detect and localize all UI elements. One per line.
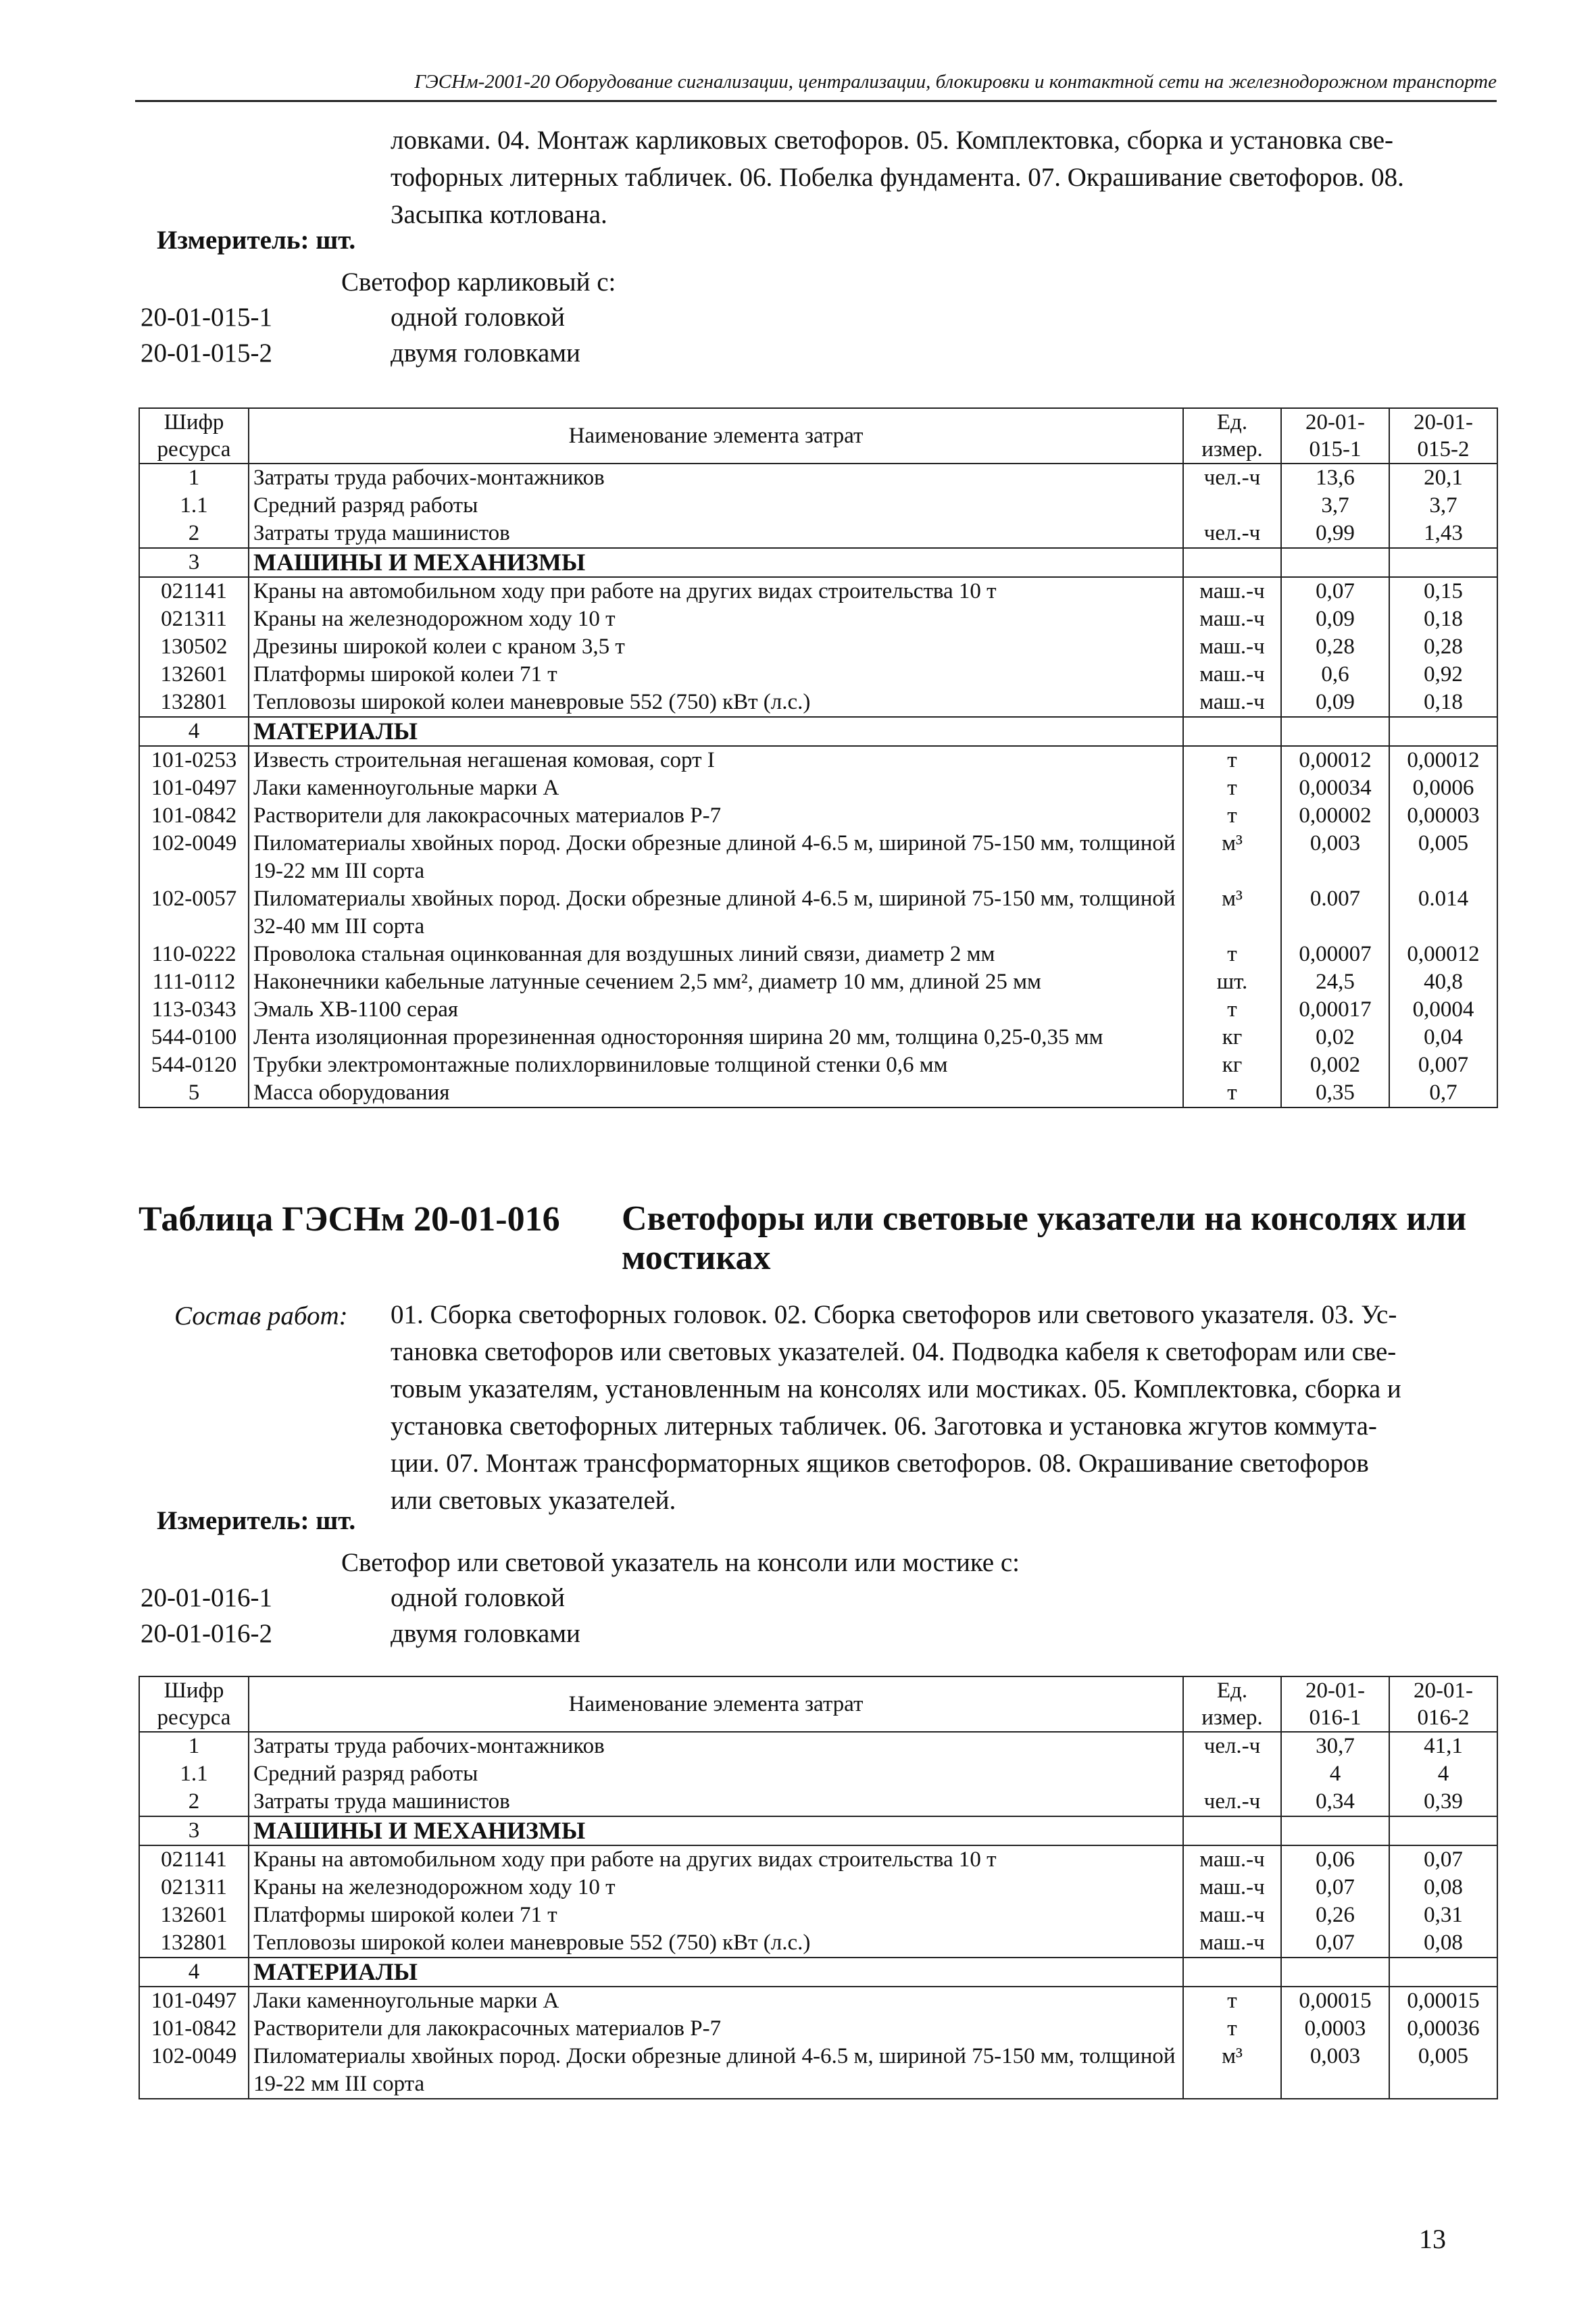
resource-table-1 — [139, 407, 1498, 1108]
measure-label: Измеритель: — [157, 1506, 309, 1535]
resource-code: 2 — [139, 520, 249, 548]
resource-code: 111-0112 — [139, 968, 249, 996]
variant-code: 20-01-016-1 — [141, 1583, 272, 1612]
table-row — [139, 633, 1497, 661]
value-col1: 0.007 — [1281, 885, 1389, 941]
unit-cell: т — [1183, 996, 1281, 1024]
resource-code: 102-0057 — [139, 885, 249, 941]
resource-code: 021311 — [139, 605, 249, 633]
resource-name: Лаки каменноугольные марки А — [249, 1987, 1183, 2015]
resource-name: Пиломатериалы хвойных пород. Доски обрезные длиной 4-6.5 м, шириной 75-150 мм, толщиной 19-22 мм III сорта — [249, 830, 1183, 885]
value-col2: 0,0004 — [1389, 996, 1497, 1024]
resource-code: 1 — [139, 1732, 249, 1760]
table-row — [139, 1732, 1497, 1760]
works-line: 01. Сборка светофорных головок. 02. Сборка светофоров или светового указателя. 03. Ус- — [391, 1300, 1397, 1329]
value-col1: 0,09 — [1281, 689, 1389, 717]
table-row — [139, 661, 1497, 689]
table-body — [139, 464, 1497, 1107]
unit-cell: маш.-ч — [1183, 1874, 1281, 1901]
resource-code: 1.1 — [139, 1760, 249, 1788]
resource-name: Затраты труда рабочих-монтажников — [249, 1732, 1183, 1760]
header-col1: 20-01-015-1 — [1281, 408, 1389, 464]
resource-name: Краны на автомобильном ходу при работе на других видах строительства 10 т — [249, 577, 1183, 605]
header-code: Шифр ресурса — [139, 1676, 249, 1732]
unit-cell: м³ — [1183, 885, 1281, 941]
unit-cell: т — [1183, 1079, 1281, 1107]
resource-name: Дрезины широкой колеи с краном 3,5 т — [249, 633, 1183, 661]
table-row — [139, 746, 1497, 774]
table-row — [139, 605, 1497, 633]
resource-code: 132601 — [139, 1901, 249, 1929]
value-col1: 0,06 — [1281, 1845, 1389, 1874]
table-row — [139, 1987, 1497, 2015]
value-col2: 0,005 — [1389, 830, 1497, 885]
header-rule — [135, 100, 1497, 102]
table-label: Таблица ГЭСНм 20-01-016 — [139, 1200, 560, 1239]
table-row — [139, 830, 1497, 885]
table-row — [139, 1760, 1497, 1788]
value-col2: 40,8 — [1389, 968, 1497, 996]
table-row — [139, 577, 1497, 605]
value-col1: 13,6 — [1281, 464, 1389, 492]
resource-code: 5 — [139, 1079, 249, 1107]
table-row — [139, 1051, 1497, 1079]
unit-cell — [1183, 548, 1281, 577]
unit-cell: маш.-ч — [1183, 577, 1281, 605]
value-col1: 0,28 — [1281, 633, 1389, 661]
resource-name: Средний разряд работы — [249, 1760, 1183, 1788]
resource-name: Платформы широкой колеи 71 т — [249, 1901, 1183, 1929]
resource-name: Краны на железнодорожном ходу 10 т — [249, 605, 1183, 633]
value-col1: 0,00012 — [1281, 746, 1389, 774]
table-row — [139, 520, 1497, 548]
value-col1: 0,07 — [1281, 1929, 1389, 1958]
resource-code: 2 — [139, 1788, 249, 1816]
value-col2: 0,0006 — [1389, 774, 1497, 802]
value-col2 — [1389, 1958, 1497, 1987]
table-row — [139, 2015, 1497, 2043]
table-row — [139, 1024, 1497, 1051]
unit-cell: чел.-ч — [1183, 520, 1281, 548]
section-row — [139, 1816, 1497, 1845]
table-row — [139, 2043, 1497, 2099]
header-unit: Ед. измер. — [1183, 1676, 1281, 1732]
works-description — [391, 1296, 1497, 1519]
measure-row-2 — [157, 1505, 355, 1536]
value-col1: 0,35 — [1281, 1079, 1389, 1107]
value-col2: 0,00003 — [1389, 802, 1497, 830]
variant-label: одной головкой — [391, 303, 565, 332]
resource-code: 021141 — [139, 1845, 249, 1874]
value-col1 — [1281, 717, 1389, 746]
value-col1 — [1281, 1816, 1389, 1845]
resource-name: Пиломатериалы хвойных пород. Доски обрезные длиной 4-6.5 м, шириной 75-150 мм, толщиной 32-40 мм III сорта — [249, 885, 1183, 941]
table-header-row — [139, 408, 1497, 464]
value-col1: 24,5 — [1281, 968, 1389, 996]
works-line: тановка светофоров или световых указателей. 04. Подводка кабеля к светофорам или све- — [391, 1337, 1397, 1366]
value-col1: 3,7 — [1281, 492, 1389, 520]
subtitle-2: Светофор или световой указатель на консоли или мостике с: — [341, 1548, 1020, 1577]
value-col1: 0,003 — [1281, 2043, 1389, 2099]
unit-cell: кг — [1183, 1051, 1281, 1079]
value-col2: 0,00036 — [1389, 2015, 1497, 2043]
resource-name: Затраты труда машинистов — [249, 1788, 1183, 1816]
variant-label: двумя головками — [391, 339, 580, 368]
section-row — [139, 1958, 1497, 1987]
unit-cell: маш.-ч — [1183, 1845, 1281, 1874]
unit-cell — [1183, 717, 1281, 746]
resource-code: 1 — [139, 464, 249, 492]
resource-name: Затраты труда машинистов — [249, 520, 1183, 548]
measure-row-1 — [157, 225, 355, 255]
variant-label: двумя головками — [391, 1619, 580, 1648]
section-title: МАТЕРИАЛЫ — [249, 717, 1183, 746]
header-name: Наименование элемента затрат — [249, 1676, 1183, 1732]
value-col2: 3,7 — [1389, 492, 1497, 520]
resource-code: 132801 — [139, 689, 249, 717]
resource-code: 021141 — [139, 577, 249, 605]
variant-code: 20-01-015-1 — [141, 303, 272, 332]
value-col1: 0,00034 — [1281, 774, 1389, 802]
header-name: Наименование элемента затрат — [249, 408, 1183, 464]
value-col1: 0,07 — [1281, 1874, 1389, 1901]
value-col1: 0,26 — [1281, 1901, 1389, 1929]
unit-cell: чел.-ч — [1183, 1732, 1281, 1760]
value-col2: 0,18 — [1389, 605, 1497, 633]
unit-cell: м³ — [1183, 2043, 1281, 2099]
value-col2: 0,92 — [1389, 661, 1497, 689]
resource-name: Лента изоляционная прорезиненная односторонняя ширина 20 мм, толщина 0,25-0,35 мм — [249, 1024, 1183, 1051]
table-row — [139, 941, 1497, 968]
page-number: 13 — [1419, 2224, 1446, 2254]
header-col1: 20-01-016-1 — [1281, 1676, 1389, 1732]
unit-cell: маш.-ч — [1183, 689, 1281, 717]
value-col2: 0,08 — [1389, 1874, 1497, 1901]
resource-code: 102-0049 — [139, 830, 249, 885]
title-line: мостиках — [622, 1239, 771, 1277]
resource-code: 101-0497 — [139, 774, 249, 802]
subtitle-1: Светофор карликовый с: — [341, 268, 616, 297]
table-row — [139, 1901, 1497, 1929]
resource-name: Растворители для лакокрасочных материалов Р-7 — [249, 802, 1183, 830]
resource-code: 4 — [139, 717, 249, 746]
unit-cell: шт. — [1183, 968, 1281, 996]
value-col2: 41,1 — [1389, 1732, 1497, 1760]
table-title — [622, 1199, 1466, 1278]
resource-code: 132601 — [139, 661, 249, 689]
resource-code: 110-0222 — [139, 941, 249, 968]
unit-cell: чел.-ч — [1183, 464, 1281, 492]
table-row — [139, 885, 1497, 941]
value-col1: 0,09 — [1281, 605, 1389, 633]
works-line: установка светофорных литерных табличек. 06. Заготовка и установка жгутов коммута- — [391, 1412, 1377, 1441]
value-col2: 0,28 — [1389, 633, 1497, 661]
table-row — [139, 492, 1497, 520]
table-row — [139, 996, 1497, 1024]
measure-value: шт. — [316, 226, 356, 255]
header-code: Шифр ресурса — [139, 408, 249, 464]
unit-cell: м³ — [1183, 830, 1281, 885]
value-col1: 0,0003 — [1281, 2015, 1389, 2043]
value-col2 — [1389, 1816, 1497, 1845]
resource-code: 544-0100 — [139, 1024, 249, 1051]
resource-name: Растворители для лакокрасочных материалов Р-7 — [249, 2015, 1183, 2043]
variant-label: одной головкой — [391, 1583, 565, 1612]
value-col2: 1,43 — [1389, 520, 1497, 548]
table-body — [139, 1732, 1497, 2099]
resource-code: 544-0120 — [139, 1051, 249, 1079]
unit-cell — [1183, 492, 1281, 520]
table-row — [139, 802, 1497, 830]
resource-code: 3 — [139, 548, 249, 577]
section-title: МАШИНЫ И МЕХАНИЗМЫ — [249, 548, 1183, 577]
resource-name: Затраты труда рабочих-монтажников — [249, 464, 1183, 492]
resource-name: Известь строительная негашеная комовая, сорт I — [249, 746, 1183, 774]
unit-cell: т — [1183, 774, 1281, 802]
resource-code: 102-0049 — [139, 2043, 249, 2099]
table-row — [139, 1929, 1497, 1958]
value-col2: 0.014 — [1389, 885, 1497, 941]
unit-cell: кг — [1183, 1024, 1281, 1051]
value-col2: 0,15 — [1389, 577, 1497, 605]
value-col1: 0,00015 — [1281, 1987, 1389, 2015]
value-col1: 0,00002 — [1281, 802, 1389, 830]
unit-cell: т — [1183, 1987, 1281, 2015]
works-line: или световых указателей. — [391, 1486, 676, 1515]
resource-table-2 — [139, 1676, 1498, 2099]
works-line: ции. 07. Монтаж трансформаторных ящиков светофоров. 08. Окрашивание светофоров — [391, 1449, 1369, 1478]
value-col1: 0,002 — [1281, 1051, 1389, 1079]
table-row — [139, 1079, 1497, 1107]
resource-name: Эмаль ХВ-1100 серая — [249, 996, 1183, 1024]
value-col2: 0,39 — [1389, 1788, 1497, 1816]
value-col1: 0,00007 — [1281, 941, 1389, 968]
resource-code: 101-0842 — [139, 2015, 249, 2043]
value-col2: 0,04 — [1389, 1024, 1497, 1051]
value-col2: 4 — [1389, 1760, 1497, 1788]
unit-cell: т — [1183, 2015, 1281, 2043]
value-col2: 0,00012 — [1389, 746, 1497, 774]
resource-name: Краны на железнодорожном ходу 10 т — [249, 1874, 1183, 1901]
measure-value: шт. — [316, 1506, 356, 1535]
value-col2: 20,1 — [1389, 464, 1497, 492]
header-unit: Ед. измер. — [1183, 408, 1281, 464]
table-row — [139, 774, 1497, 802]
unit-cell — [1183, 1958, 1281, 1987]
unit-cell: т — [1183, 941, 1281, 968]
unit-cell: маш.-ч — [1183, 633, 1281, 661]
value-col2 — [1389, 548, 1497, 577]
value-col2 — [1389, 717, 1497, 746]
value-col2: 0,005 — [1389, 2043, 1497, 2099]
resource-code: 101-0497 — [139, 1987, 249, 2015]
unit-cell: чел.-ч — [1183, 1788, 1281, 1816]
value-col1 — [1281, 1958, 1389, 1987]
value-col1: 4 — [1281, 1760, 1389, 1788]
value-col2: 0,08 — [1389, 1929, 1497, 1958]
resource-name: Трубки электромонтажные полихлорвиниловые толщиной стенки 0,6 мм — [249, 1051, 1183, 1079]
table-row — [139, 464, 1497, 492]
header-col2: 20-01-015-2 — [1389, 408, 1497, 464]
resource-code: 101-0842 — [139, 802, 249, 830]
works-line: товым указателям, установленным на консолях или мостиках. 05. Комплектовка, сборка и — [391, 1374, 1401, 1403]
unit-cell: маш.-ч — [1183, 661, 1281, 689]
resource-name: Тепловозы широкой колеи маневровые 552 (750) кВт (л.с.) — [249, 1929, 1183, 1958]
section-row — [139, 717, 1497, 746]
resource-code: 3 — [139, 1816, 249, 1845]
value-col1: 0,6 — [1281, 661, 1389, 689]
unit-cell — [1183, 1816, 1281, 1845]
resource-code: 101-0253 — [139, 746, 249, 774]
running-header: ГЭСНм-2001-20 Оборудование сигнализации, централизации, блокировки и контактной сети на железнодорожном транспорте — [414, 71, 1497, 93]
works-continuation — [391, 122, 1497, 233]
value-col2: 0,00015 — [1389, 1987, 1497, 2015]
unit-cell — [1183, 1760, 1281, 1788]
resource-name: Пиломатериалы хвойных пород. Доски обрезные длиной 4-6.5 м, шириной 75-150 мм, толщиной 19-22 мм III сорта — [249, 2043, 1183, 2099]
unit-cell: маш.-ч — [1183, 1929, 1281, 1958]
value-col2: 0,18 — [1389, 689, 1497, 717]
value-col2: 0,31 — [1389, 1901, 1497, 1929]
variant-code: 20-01-016-2 — [141, 1619, 272, 1648]
resource-code: 113-0343 — [139, 996, 249, 1024]
resource-name: Лаки каменноугольные марки А — [249, 774, 1183, 802]
value-col1: 0,07 — [1281, 577, 1389, 605]
resource-code: 130502 — [139, 633, 249, 661]
table-row — [139, 1845, 1497, 1874]
header-col2: 20-01-016-2 — [1389, 1676, 1497, 1732]
value-col2: 0,007 — [1389, 1051, 1497, 1079]
resource-name: Средний разряд работы — [249, 492, 1183, 520]
section-row — [139, 548, 1497, 577]
table-row — [139, 1874, 1497, 1901]
resource-name: Масса оборудования — [249, 1079, 1183, 1107]
unit-cell: маш.-ч — [1183, 1901, 1281, 1929]
unit-cell: т — [1183, 746, 1281, 774]
works-label: Состав работ: — [174, 1301, 348, 1330]
works-line: Засыпка котлована. — [391, 200, 607, 229]
works-line: ловками. 04. Монтаж карликовых светофоров. 05. Комплектовка, сборка и установка све- — [391, 126, 1394, 155]
variant-code: 20-01-015-2 — [141, 339, 272, 368]
value-col1: 0,99 — [1281, 520, 1389, 548]
title-line: Светофоры или световые указатели на консолях или — [622, 1199, 1467, 1238]
works-line: тофорных литерных табличек. 06. Побелка фундамента. 07. Окрашивание светофоров. 08. — [391, 163, 1404, 192]
value-col1: 0,003 — [1281, 830, 1389, 885]
value-col1: 0,02 — [1281, 1024, 1389, 1051]
value-col1: 0,00017 — [1281, 996, 1389, 1024]
resource-code: 021311 — [139, 1874, 249, 1901]
resource-name: Платформы широкой колеи 71 т — [249, 661, 1183, 689]
table-row — [139, 968, 1497, 996]
resource-name: Проволока стальная оцинкованная для воздушных линий связи, диаметр 2 мм — [249, 941, 1183, 968]
resource-name: Краны на автомобильном ходу при работе на других видах строительства 10 т — [249, 1845, 1183, 1874]
unit-cell: маш.-ч — [1183, 605, 1281, 633]
unit-cell: т — [1183, 802, 1281, 830]
resource-code: 1.1 — [139, 492, 249, 520]
table-header-row — [139, 1676, 1497, 1732]
value-col2: 0,7 — [1389, 1079, 1497, 1107]
resource-code: 132801 — [139, 1929, 249, 1958]
value-col2: 0,00012 — [1389, 941, 1497, 968]
value-col2: 0,07 — [1389, 1845, 1497, 1874]
section-title: МАТЕРИАЛЫ — [249, 1958, 1183, 1987]
value-col1: 0,34 — [1281, 1788, 1389, 1816]
section-title: МАШИНЫ И МЕХАНИЗМЫ — [249, 1816, 1183, 1845]
value-col1: 30,7 — [1281, 1732, 1389, 1760]
table-row — [139, 1788, 1497, 1816]
resource-name: Тепловозы широкой колеи маневровые 552 (750) кВт (л.с.) — [249, 689, 1183, 717]
measure-label: Измеритель: — [157, 226, 309, 255]
resource-code: 4 — [139, 1958, 249, 1987]
table-row — [139, 689, 1497, 717]
value-col1 — [1281, 548, 1389, 577]
resource-name: Наконечники кабельные латунные сечением 2,5 мм², диаметр 10 мм, длиной 25 мм — [249, 968, 1183, 996]
